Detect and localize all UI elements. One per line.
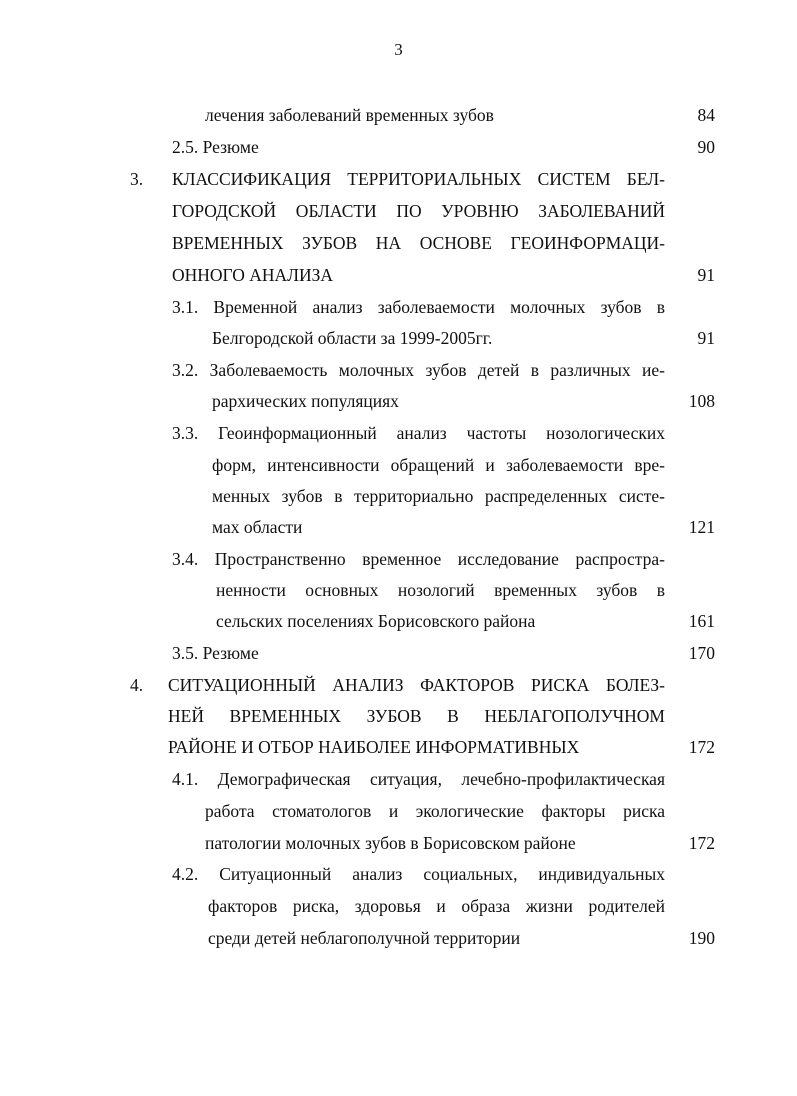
toc-page-ref: 170 <box>688 643 715 663</box>
toc-line: 3.1. Временной анализ заболеваемости молочных зубов в <box>172 297 665 317</box>
chapter-title-line: ГОРОДСКОЙ ОБЛАСТИ ПО УРОВНЮ ЗАБОЛЕВАНИЙ <box>172 201 665 221</box>
toc-line: 3.2. Заболеваемость молочных зубов детей в различных ие- <box>172 360 665 380</box>
toc-line: форм, интенсивности обращений и заболеваемости вре- <box>212 455 665 475</box>
chapter-title-line: РАЙОНЕ И ОТБОР НАИБОЛЕЕ ИНФОРМАТИВНЫХ <box>168 737 580 757</box>
toc-line: среди детей неблагополучной территории <box>208 928 521 948</box>
toc-page-ref: 90 <box>697 137 715 157</box>
toc-line: 2.5. Резюме <box>172 137 259 157</box>
toc-line: менных зубов в территориально распределенных систе- <box>212 486 665 506</box>
toc-line: лечения заболеваний временных зубов <box>205 105 494 125</box>
toc-page-ref: 190 <box>688 928 715 948</box>
toc-page-ref: 84 <box>697 105 715 125</box>
toc-page-ref: 172 <box>688 737 715 757</box>
toc-line: рархических популяциях <box>212 391 399 411</box>
chapter-number: 3. <box>130 169 144 189</box>
chapter-title-line: ОННОГО АНАЛИЗА <box>172 265 334 285</box>
chapter-title-line: КЛАССИФИКАЦИЯ ТЕРРИТОРИАЛЬНЫХ СИСТЕМ БЕЛ- <box>172 169 665 189</box>
chapter-title-line: СИТУАЦИОННЫЙ АНАЛИЗ ФАКТОРОВ РИСКА БОЛЕЗ- <box>168 675 665 695</box>
toc-line: факторов риска, здоровья и образа жизни родителей <box>208 896 665 916</box>
toc-page-ref: 91 <box>697 265 715 285</box>
toc-page-ref: 172 <box>688 833 715 853</box>
toc-line: патологии молочных зубов в Борисовском районе <box>205 833 576 853</box>
chapter-number: 4. <box>130 675 144 695</box>
toc-line: ненности основных нозологий временных зубов в <box>216 580 665 600</box>
toc-line: мах области <box>212 517 303 537</box>
toc-line: Белгородской области за 1999-2005гг. <box>212 328 493 348</box>
toc-line: 3.5. Резюме <box>172 643 259 663</box>
toc-page-ref: 108 <box>688 391 715 411</box>
toc-page-ref: 91 <box>697 328 715 348</box>
toc-page-ref: 161 <box>688 611 715 631</box>
toc-line: 4.1. Демографическая ситуация, лечебно-профилактическая <box>172 769 665 789</box>
toc-line: 4.2. Ситуационный анализ социальных, индивидуальных <box>172 864 665 884</box>
toc-line: сельских поселениях Борисовского района <box>216 611 536 631</box>
toc-line: 3.4. Пространственно временное исследование распростра- <box>172 549 665 569</box>
toc-line: 3.3. Геоинформационный анализ частоты нозологических <box>172 423 665 443</box>
toc-line: работа стоматологов и экологические факторы риска <box>205 801 665 821</box>
page-number: 3 <box>394 40 403 59</box>
toc-page-ref: 121 <box>688 517 715 537</box>
chapter-title-line: НЕЙ ВРЕМЕННЫХ ЗУБОВ В НЕБЛАГОПОЛУЧНОМ <box>168 706 665 726</box>
chapter-title-line: ВРЕМЕННЫХ ЗУБОВ НА ОСНОВЕ ГЕОИНФОРМАЦИ- <box>172 233 665 253</box>
